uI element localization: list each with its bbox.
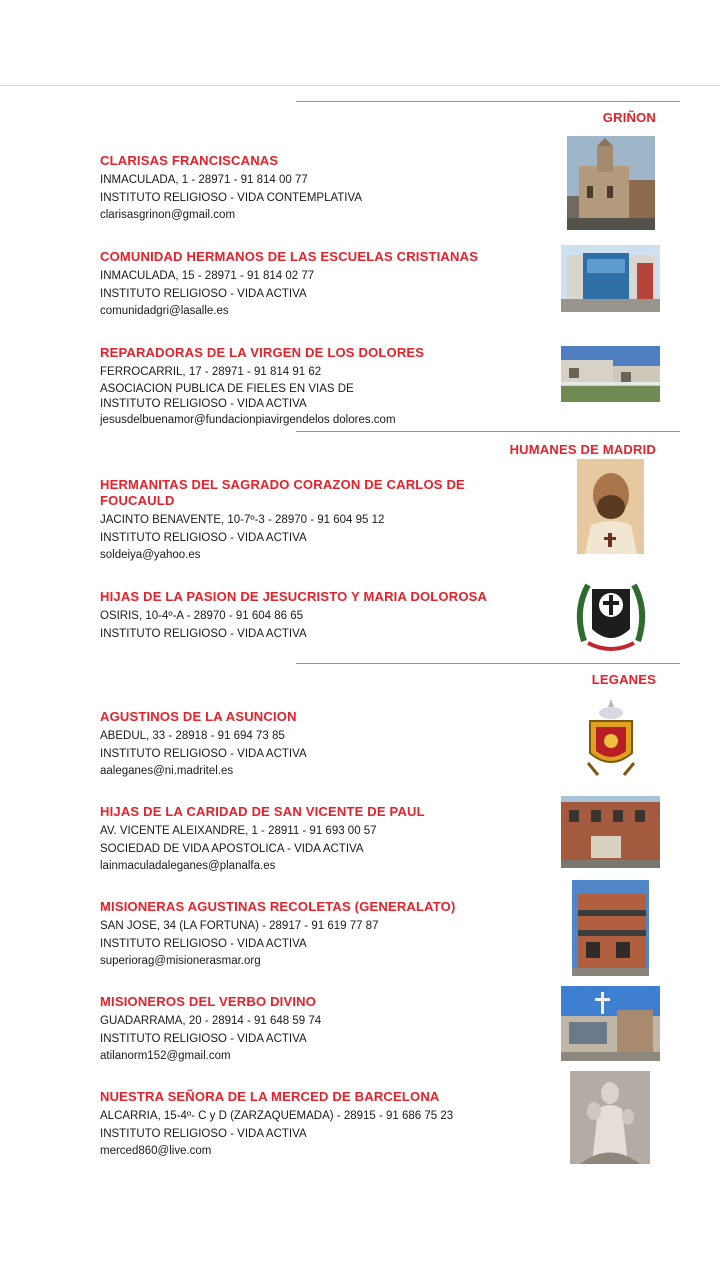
entry-name: MISIONEROS DEL VERBO DIVINO	[100, 994, 317, 1009]
street-building-photo	[561, 346, 660, 402]
section-title-grinon: GRIÑON	[602, 110, 656, 125]
entry-type: INSTITUTO RELIGIOSO - VIDA CONTEMPLATIVA	[100, 191, 362, 204]
entry-misioneros-verbo-divino	[100, 994, 540, 1066]
entry-reparadoras-virgen-dolores	[100, 345, 540, 429]
entry-agustinos-asuncion	[100, 709, 540, 781]
entry-email[interactable]: comunidadgri@lasalle.es	[100, 305, 229, 317]
section-divider	[296, 663, 680, 664]
entry-address: SAN JOSE, 34 (LA FORTUNA) - 28917 - 91 619 77 87	[100, 920, 379, 932]
top-divider	[0, 85, 720, 86]
entry-name: REPARADORAS DE LA VIRGEN DE LOS DOLORES	[100, 345, 425, 360]
entry-type: INSTITUTO RELIGIOSO - VIDA ACTIVA	[100, 1032, 307, 1045]
school-building-photo	[561, 245, 660, 312]
entry-type: SOCIEDAD DE VIDA APOSTOLICA - VIDA ACTIVA	[100, 842, 364, 855]
entry-address: INMACULADA, 15 - 28971 - 91 814 02 77	[100, 270, 315, 282]
entry-hijas-pasion-jesucristo	[100, 589, 540, 643]
entry-name: COMUNIDAD HERMANOS DE LAS ESCUELAS CRISTIANAS	[100, 249, 479, 264]
entry-address: FERROCARRIL, 17 - 28971 - 91 814 91 62	[100, 366, 322, 378]
entry-email[interactable]: lainmaculadaleganes@planalfa.es	[100, 860, 276, 872]
entry-address: ALCARRIA, 15-4º- C y D (ZARZAQUEMADA) - 28915 - 91 686 75 23	[100, 1110, 454, 1122]
section-title-humanes-de-madrid: HUMANES DE MADRID	[509, 442, 656, 457]
portrait-painting	[577, 459, 644, 554]
entry-name: AGUSTINOS DE LA ASUNCION	[100, 709, 297, 724]
church-cross-photo	[561, 986, 660, 1061]
entry-type: INSTITUTO RELIGIOSO - VIDA ACTIVA	[100, 287, 307, 300]
section-divider	[296, 431, 680, 432]
entry-address: ABEDUL, 33 - 28918 - 91 694 73 85	[100, 730, 285, 742]
entry-hermanos-escuelas-cristianas	[100, 249, 540, 321]
entry-type: INSTITUTO RELIGIOSO - VIDA ACTIVA	[100, 531, 307, 544]
entry-name: HIJAS DE LA PASION DE JESUCRISTO Y MARIA DOLOROSA	[100, 589, 488, 604]
entry-name: CLARISAS FRANCISCANAS	[100, 153, 279, 168]
church-photo	[567, 136, 655, 230]
entry-email[interactable]: jesusdelbuenamor@fundacionpiavirgendelos dolores.com	[100, 413, 396, 426]
apartment-building-photo	[572, 880, 649, 976]
entry-type: INSTITUTO RELIGIOSO - VIDA ACTIVA	[100, 1127, 307, 1140]
section-divider	[296, 101, 680, 102]
entry-email[interactable]: aaleganes@ni.madritel.es	[100, 765, 234, 777]
brick-building-photo	[561, 796, 660, 868]
entry-type: INSTITUTO RELIGIOSO - VIDA ACTIVA	[100, 937, 307, 950]
entry-email[interactable]: soldeiya@yahoo.es	[100, 549, 201, 561]
entry-hijas-caridad-san-vicente	[100, 804, 540, 876]
entry-misioneras-agustinas-recoletas	[100, 899, 540, 971]
entry-type-2: INSTITUTO RELIGIOSO - VIDA ACTIVA	[100, 397, 307, 410]
entry-address: JACINTO BENAVENTE, 10-7º-3 - 28970 - 91 604 95 12	[100, 514, 385, 526]
entry-name: NUESTRA SEÑORA DE LA MERCED DE BARCELONA	[100, 1089, 440, 1104]
entry-hermanitas-sagrado-corazon	[100, 477, 540, 565]
entry-email[interactable]: superiorag@misionerasmar.org	[100, 955, 261, 967]
entry-type: INSTITUTO RELIGIOSO - VIDA ACTIVA	[100, 747, 307, 760]
entry-clarisas-franciscanas	[100, 153, 540, 225]
entry-email[interactable]: atilanorm152@gmail.com	[100, 1050, 231, 1062]
section-title-leganes: LEGANES	[591, 672, 656, 687]
entry-email[interactable]: merced860@live.com	[100, 1145, 212, 1157]
entry-address: INMACULADA, 1 - 28971 - 91 814 00 77	[100, 174, 308, 186]
entry-address: OSIRIS, 10-4º-A - 28970 - 91 604 86 65	[100, 610, 304, 622]
coat-of-arms	[580, 697, 642, 779]
entry-name: HERMANITAS DEL SAGRADO CORAZON DE CARLOS DE FOUCAULD	[100, 477, 465, 508]
entry-address: GUADARRAMA, 20 - 28914 - 91 648 59 74	[100, 1015, 322, 1027]
entry-nuestra-senora-merced	[100, 1089, 540, 1161]
entry-address: AV. VICENTE ALEIXANDRE, 1 - 28911 - 91 693 00 57	[100, 825, 377, 837]
entry-email[interactable]: clarisasgrinon@gmail.com	[100, 209, 236, 221]
entry-type: INSTITUTO RELIGIOSO - VIDA ACTIVA	[100, 627, 307, 640]
entry-name: HIJAS DE LA CARIDAD DE SAN VICENTE DE PAUL	[100, 804, 425, 819]
passion-emblem	[574, 571, 648, 661]
entry-type: ASOCIACION PUBLICA DE FIELES EN VIAS DE	[100, 382, 354, 395]
entry-name: MISIONERAS AGUSTINAS RECOLETAS (GENERALATO)	[100, 899, 456, 914]
virgin-statue-photo	[570, 1071, 650, 1164]
